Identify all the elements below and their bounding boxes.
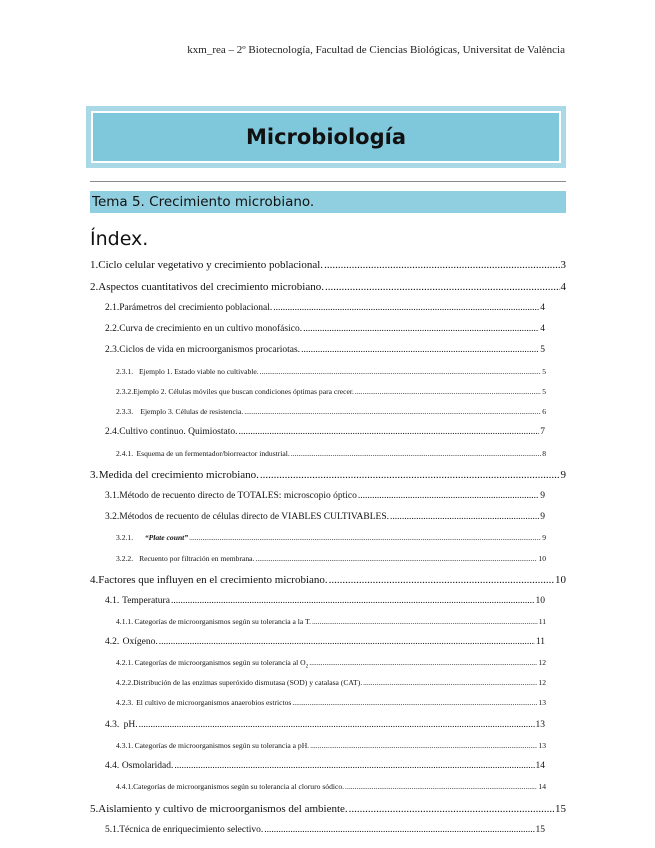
- toc-label: pH.: [123, 720, 138, 730]
- toc-label: Categorías de microorganismos según su tolerancia a la T.: [134, 617, 311, 626]
- toc-number: 3.2.: [105, 512, 120, 522]
- toc-page: 6: [542, 407, 546, 416]
- toc-entry[interactable]: [105, 303, 545, 313]
- toc-leader: [301, 345, 539, 355]
- toc-page: 4: [540, 324, 545, 334]
- toc-label: Esquema de un fermentador/biorreactor industrial.: [136, 449, 290, 458]
- toc-number: 3.1.: [105, 491, 120, 501]
- toc-label: Método de recuento directo de TOTALES: microscopio óptico: [119, 491, 357, 501]
- toc-leader: [264, 825, 534, 835]
- toc-number: 2.3.3.: [116, 407, 134, 416]
- toc-page: 7: [540, 427, 545, 437]
- toc-entry[interactable]: [116, 407, 546, 416]
- toc-page: 5: [540, 345, 545, 355]
- toc-page: 13: [535, 720, 545, 730]
- toc-leader: [260, 367, 542, 376]
- toc-leader: [291, 449, 541, 458]
- toc-page: 10: [538, 554, 546, 563]
- toc-number: 4.3.1.: [116, 741, 134, 750]
- toc-label: Cultivo continuo. Quimiostato.: [119, 427, 238, 437]
- toc-leader: [355, 387, 541, 396]
- toc-leader: [238, 427, 539, 437]
- toc-entry[interactable]: [90, 574, 566, 586]
- toc-page: 12: [538, 658, 546, 667]
- toc-entry[interactable]: [116, 782, 546, 791]
- toc-leader: [171, 596, 535, 606]
- toc-label: Aislamiento y cultivo de microorganismos del ambiente.: [98, 803, 348, 815]
- toc-number: 4.2.2.: [116, 678, 134, 687]
- toc-number: 3.2.2.: [116, 554, 134, 563]
- toc-label: Ciclo celular vegetativo y crecimiento poblacional.: [98, 259, 324, 271]
- toc-number: 4.1.: [105, 596, 120, 606]
- toc-number: 4.3.: [105, 720, 120, 730]
- toc-label: [135, 658, 309, 670]
- toc-number: 3.: [90, 469, 99, 481]
- toc-entry[interactable]: [105, 324, 545, 334]
- toc-page: 11: [538, 617, 546, 626]
- toc-leader: [159, 637, 535, 647]
- toc-leader: [309, 658, 537, 667]
- toc-number: 2.4.: [105, 427, 120, 437]
- toc-page: 3: [560, 259, 566, 271]
- toc-label: Técnica de enriquecimiento selectivo.: [119, 825, 264, 835]
- toc-leader: [349, 803, 554, 815]
- toc-entry[interactable]: [105, 720, 545, 730]
- toc-entry[interactable]: [116, 367, 546, 376]
- toc-leader: [363, 678, 537, 687]
- toc-entry[interactable]: [116, 698, 546, 707]
- toc-label: Recuento por filtración en membrana.: [139, 554, 255, 563]
- toc-entry[interactable]: [105, 427, 545, 437]
- toc-page: 14: [538, 782, 546, 791]
- tema-heading: Tema 5. Crecimiento microbiano.: [90, 191, 566, 213]
- toc-page: 5: [542, 367, 546, 376]
- toc-entry[interactable]: [116, 678, 546, 687]
- toc-page: 4: [560, 281, 566, 293]
- toc-leader: [292, 698, 537, 707]
- toc-leader: [273, 303, 539, 313]
- toc-page: 8: [542, 449, 546, 458]
- toc-label-text: Categorías de microorganismos según su tolerancia al O: [134, 658, 306, 667]
- index-heading: Índex.: [90, 228, 149, 250]
- toc-page: 9: [540, 491, 545, 501]
- toc-label: Ejemplo 2. Células móviles que buscan condiciones óptimas para crecer.: [133, 387, 354, 396]
- toc-page: 15: [555, 803, 566, 815]
- toc-number: 2.1.: [105, 303, 120, 313]
- toc-label: El cultivo de microorganismos anaerobios estrictos: [136, 698, 292, 707]
- toc-leader: [303, 324, 539, 334]
- toc-page: 10: [535, 596, 545, 606]
- toc-label: Oxígeno.: [122, 637, 158, 647]
- toc-entry[interactable]: [116, 533, 546, 542]
- toc-page: 9: [540, 512, 545, 522]
- toc-entry[interactable]: [116, 387, 546, 396]
- toc-entry[interactable]: [90, 281, 566, 293]
- toc-leader: [255, 554, 537, 563]
- toc-number: 2.4.1.: [116, 449, 134, 458]
- toc-number: 4.2.: [105, 637, 120, 647]
- toc-page: 15: [535, 825, 545, 835]
- toc-label: Categorías de microorganismos según su tolerancia a pH.: [134, 741, 310, 750]
- toc-number: 2.3.2.: [116, 387, 134, 396]
- toc-leader: [244, 407, 541, 416]
- toc-label: Aspectos cuantitativos del crecimiento microbiano.: [98, 281, 324, 293]
- toc-label: Ejemplo 1. Estado viable no cultivable.: [139, 367, 259, 376]
- toc-leader: [390, 512, 539, 522]
- toc-page: 9: [560, 469, 566, 481]
- toc-entry[interactable]: [105, 637, 545, 647]
- toc-page: 9: [542, 533, 546, 542]
- toc-entry[interactable]: [90, 803, 566, 815]
- toc-entry[interactable]: [105, 512, 545, 522]
- toc-page: 13: [538, 698, 546, 707]
- toc-label: Métodos de recuento de células directo de VIABLES CULTIVABLES.: [119, 512, 389, 522]
- toc-number: 4.1.1.: [116, 617, 134, 626]
- toc-entry[interactable]: [116, 617, 546, 626]
- toc-label: Osmolaridad.: [121, 761, 174, 771]
- toc-entry[interactable]: [90, 469, 566, 481]
- toc-number: 4.: [90, 574, 99, 586]
- toc-page: 13: [538, 741, 546, 750]
- toc-leader: [325, 281, 560, 293]
- toc-entry[interactable]: [90, 259, 566, 271]
- toc-number: 4.2.1.: [116, 658, 134, 667]
- toc-entry[interactable]: [105, 596, 545, 606]
- toc-number: 2.3.: [105, 345, 120, 355]
- toc-leader: [312, 617, 538, 626]
- toc-number: 5.: [90, 803, 99, 815]
- toc-page: 14: [535, 761, 545, 771]
- toc-number: 2.2.: [105, 324, 120, 334]
- toc-number: 1.: [90, 259, 99, 271]
- toc-number: 5.1.: [105, 825, 120, 835]
- toc-leader: [358, 491, 539, 501]
- toc-number: 2.: [90, 281, 99, 293]
- toc-leader: [329, 574, 554, 586]
- toc-label: Distribución de las enzimas superóxido dismutasa (SOD) y catalasa (CAT).: [133, 678, 363, 687]
- toc-number: 4.2.3.: [116, 698, 134, 707]
- toc-entry[interactable]: [105, 825, 545, 835]
- toc-number: 4.4.: [105, 761, 120, 771]
- toc-label: Factores que influyen en el crecimiento microbiano.: [98, 574, 328, 586]
- toc-number: 2.3.1.: [116, 367, 134, 376]
- toc-entry[interactable]: [116, 658, 546, 670]
- toc-leader: [174, 761, 534, 771]
- toc-label: Curva de crecimiento en un cultivo monofásico.: [119, 324, 303, 334]
- toc-entry[interactable]: [105, 761, 545, 771]
- toc-number: 3.2.1.: [116, 533, 134, 542]
- toc-leader: [310, 741, 537, 750]
- toc-page: 5: [542, 387, 546, 396]
- toc-entry[interactable]: [116, 554, 546, 563]
- toc-page: 12: [538, 678, 546, 687]
- running-header: kxm_rea – 2º Biotecnología, Facultad de Ciencias Biológicas, Universitat de València: [187, 44, 565, 56]
- toc-label: Ciclos de vida en microorganismos procariotas.: [119, 345, 301, 355]
- toc-leader: [324, 259, 559, 271]
- toc-number: 4.4.1.: [116, 782, 134, 791]
- toc-label: Parámetros del crecimiento poblacional.: [119, 303, 273, 313]
- toc-label: Temperatura: [122, 596, 170, 606]
- toc-leader: [260, 469, 560, 481]
- toc-label: Medida del crecimiento microbiano.: [98, 469, 259, 481]
- toc-label-subscript: 2: [305, 663, 309, 670]
- document-title: Microbiología: [245, 125, 406, 149]
- toc-leader: [189, 533, 541, 542]
- toc-leader: [345, 782, 537, 791]
- toc-page: 4: [540, 303, 545, 313]
- toc-entry[interactable]: [116, 741, 546, 750]
- toc-leader: [139, 720, 535, 730]
- toc-page: 11: [535, 637, 545, 647]
- toc-page: 10: [555, 574, 566, 586]
- toc-entry[interactable]: [105, 345, 545, 355]
- toc-label: “Plate count”: [144, 533, 189, 542]
- toc-entry[interactable]: [105, 491, 545, 501]
- toc-label: Categorías de microorganismos según su tolerancia al cloruro sódico.: [133, 782, 345, 791]
- toc-entry[interactable]: [116, 449, 546, 458]
- toc-label: Ejemplo 3. Células de resistencia.: [140, 407, 244, 416]
